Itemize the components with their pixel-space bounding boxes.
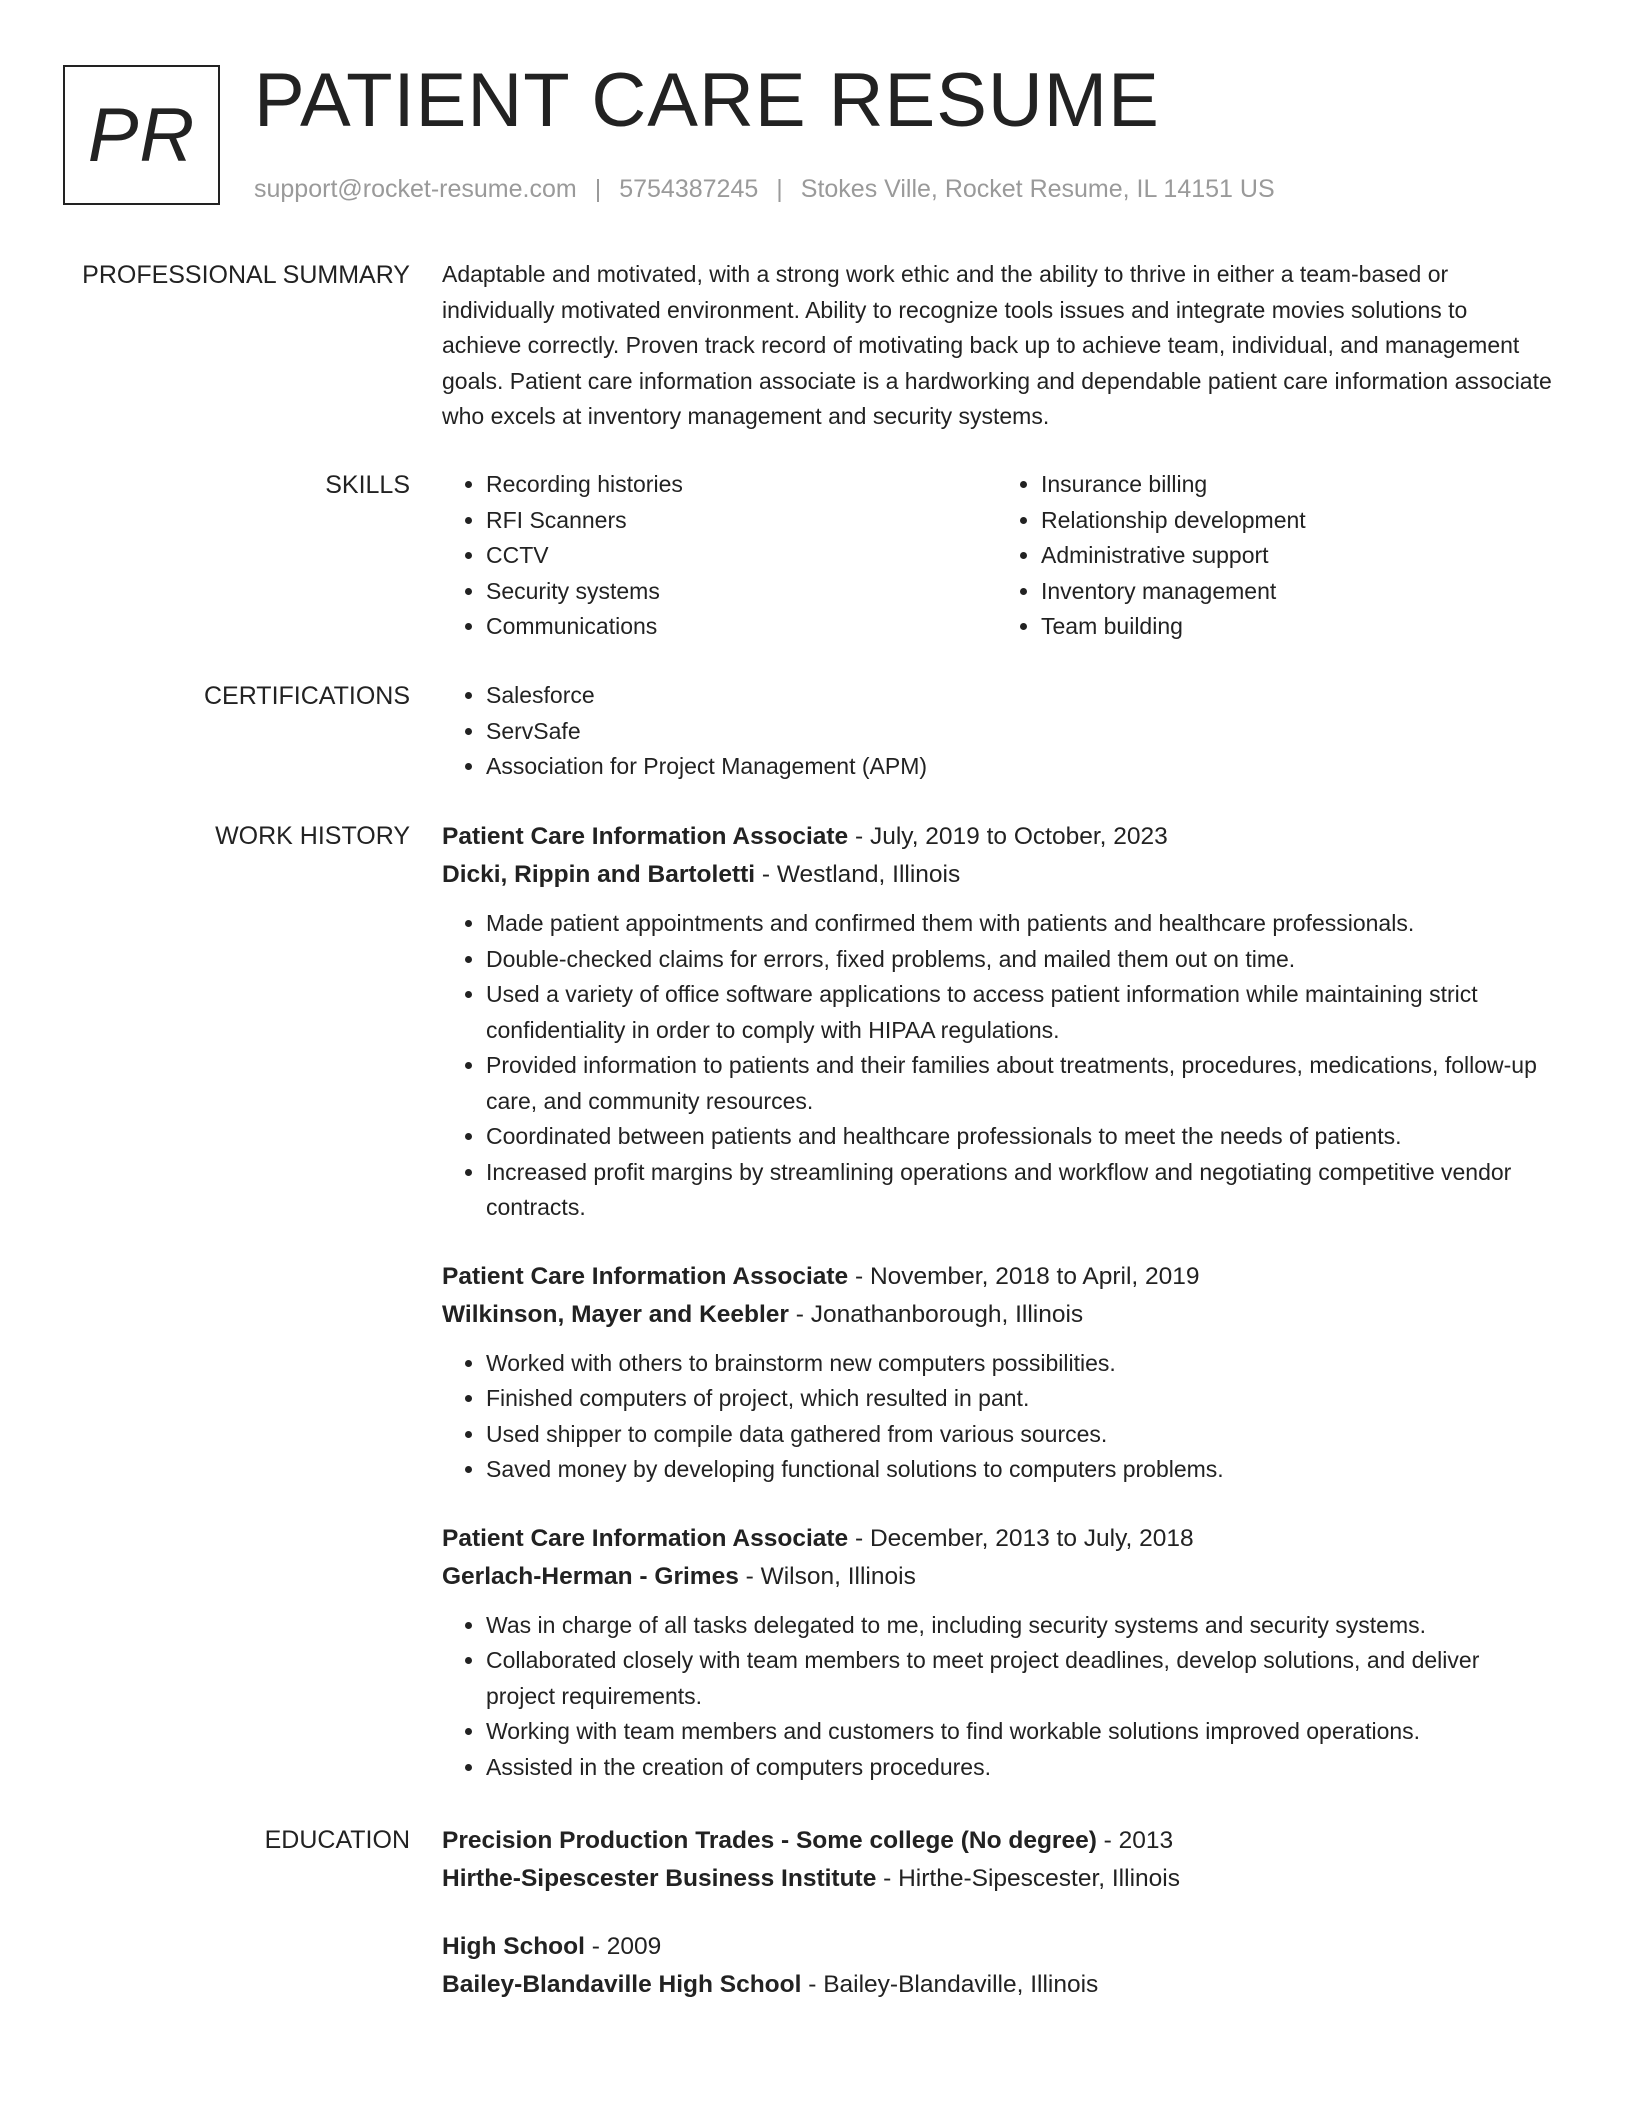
contact-separator: | bbox=[776, 175, 783, 203]
certification-item: • Association for Project Management (APM) bbox=[486, 749, 1552, 785]
skill-item: • Security systems bbox=[486, 574, 997, 610]
job-company: Wilkinson, Mayer and Keebler bbox=[442, 1300, 789, 1328]
education-degree: High School bbox=[442, 1933, 585, 1960]
job-title: Patient Care Information Associate bbox=[442, 1262, 849, 1290]
job-company-line bbox=[442, 1558, 1552, 1596]
job-entry bbox=[442, 1520, 1552, 1786]
education-school: Hirthe-Sipescester Business Institute bbox=[442, 1865, 877, 1892]
skill-item: • Insurance billing bbox=[1041, 467, 1552, 503]
certifications-body bbox=[442, 678, 1552, 785]
job-bullet: • Collaborated closely with team members to meet project deadlines, develop solutions, and deliver project requirements. bbox=[486, 1643, 1552, 1714]
skills-body bbox=[442, 467, 1552, 645]
job-bullets bbox=[442, 1346, 1552, 1488]
certifications-heading: CERTIFICATIONS bbox=[203, 682, 410, 710]
education-heading: EDUCATION bbox=[264, 1826, 410, 1854]
job-title-line bbox=[442, 818, 1552, 856]
skill-item: • Communications bbox=[486, 609, 997, 645]
skill-item: • Team building bbox=[1041, 609, 1552, 645]
job-company: Gerlach-Herman - Grimes bbox=[442, 1562, 739, 1590]
job-company-line bbox=[442, 856, 1552, 894]
job-title-line bbox=[442, 1258, 1552, 1296]
job-bullet: • Working with team members and customers to find workable solutions improved operations. bbox=[486, 1714, 1552, 1750]
job-bullets bbox=[442, 906, 1552, 1226]
education-year: - 2009 bbox=[584, 1933, 662, 1960]
job-dates: - July, 2019 to October, 2023 bbox=[848, 823, 1168, 850]
skill-item: • RFI Scanners bbox=[486, 503, 997, 539]
job-bullet: • Saved money by developing functional solutions to computers problems. bbox=[486, 1452, 1552, 1488]
monogram-box bbox=[63, 65, 220, 205]
job-bullet: • Double-checked claims for errors, fixed problems, and mailed them out on time. bbox=[486, 942, 1552, 978]
job-dates: - December, 2013 to July, 2018 bbox=[848, 1524, 1194, 1552]
certification-item: • ServSafe bbox=[486, 714, 1552, 750]
education-location: - Hirthe-Sipescester, Illinois bbox=[876, 1865, 1180, 1892]
education-degree-line bbox=[442, 1928, 1552, 1966]
job-bullets bbox=[442, 1608, 1552, 1786]
job-bullet: • Provided information to patients and their families about treatments, procedures, medications, follow-up care, and community resources. bbox=[486, 1048, 1552, 1119]
job-company: Dicki, Rippin and Bartoletti bbox=[442, 861, 756, 888]
job-entry bbox=[442, 818, 1552, 1226]
education-school-line bbox=[442, 1966, 1552, 2004]
job-bullet: • Used shipper to compile data gathered from various sources. bbox=[486, 1417, 1552, 1453]
education-entry bbox=[442, 1928, 1552, 2004]
education-degree: Precision Production Trades - Some college (No degree) bbox=[442, 1827, 1097, 1854]
skill-item: • Inventory management bbox=[1041, 574, 1552, 610]
contact-email[interactable]: support@rocket-resume.com bbox=[254, 175, 577, 203]
job-location: - Wilson, Illinois bbox=[738, 1562, 916, 1590]
job-bullet: • Assisted in the creation of computers procedures. bbox=[486, 1750, 1552, 1786]
skills-list-left bbox=[442, 467, 997, 645]
job-bullet: • Finished computers of project, which resulted in pant. bbox=[486, 1381, 1552, 1417]
monogram-initials: PR bbox=[87, 92, 196, 178]
contact-phone[interactable]: 5754387245 bbox=[619, 175, 759, 203]
job-entry bbox=[442, 1258, 1552, 1488]
contact-line bbox=[254, 172, 1275, 206]
job-title-line bbox=[442, 1520, 1552, 1558]
contact-separator: | bbox=[594, 175, 602, 203]
education-school-line bbox=[442, 1860, 1552, 1898]
skill-item: • Recording histories bbox=[486, 467, 997, 503]
education-location: - Bailey-Blandaville, Illinois bbox=[801, 1971, 1099, 1998]
education-year: - 2013 bbox=[1096, 1827, 1174, 1854]
job-company-line bbox=[442, 1296, 1552, 1334]
education-body bbox=[442, 1822, 1552, 2034]
skill-item: • CCTV bbox=[486, 538, 997, 574]
certification-item: • Salesforce bbox=[486, 678, 1552, 714]
job-location: - Westland, Illinois bbox=[755, 861, 961, 888]
skills-heading: SKILLS bbox=[325, 471, 410, 499]
education-degree-line bbox=[442, 1822, 1552, 1860]
resume-title: PATIENT CARE RESUME bbox=[254, 58, 1160, 143]
summary-body bbox=[442, 257, 1552, 435]
summary-heading: PROFESSIONAL SUMMARY bbox=[82, 261, 410, 289]
certifications-list bbox=[442, 678, 1552, 785]
education-entry bbox=[442, 1822, 1552, 1898]
job-bullet: • Was in charge of all tasks delegated to me, including security systems and security systems. bbox=[486, 1608, 1552, 1644]
job-bullet: • Used a variety of office software applications to access patient information while maintaining strict confidentiality in order to comply with HIPAA regulations. bbox=[486, 977, 1552, 1048]
job-bullet: • Coordinated between patients and healthcare professionals to meet the needs of patients. bbox=[486, 1119, 1552, 1155]
skill-item: • Relationship development bbox=[1041, 503, 1552, 539]
job-bullet: • Increased profit margins by streamlining operations and workflow and negotiating competitive vendor contracts. bbox=[486, 1155, 1552, 1226]
job-bullet: • Worked with others to brainstorm new computers possibilities. bbox=[486, 1346, 1552, 1382]
skills-list-right bbox=[997, 467, 1552, 645]
job-title: Patient Care Information Associate bbox=[442, 1524, 849, 1552]
job-title: Patient Care Information Associate bbox=[442, 823, 849, 850]
job-bullet: • Made patient appointments and confirmed them with patients and healthcare professionals. bbox=[486, 906, 1552, 942]
job-location: - Jonathanborough, Illinois bbox=[788, 1300, 1084, 1328]
work-history-body bbox=[442, 818, 1552, 1817]
summary-text: Adaptable and motivated, with a strong work ethic and the ability to thrive in either a team-based or individually motivated environment. Ability to recognize tools issues and integrate movies solutions to achieve correctly. Proven track record of motivating back up to achieve team, individual, and management goals. Patient care information associate is a hardworking and dependable patient care information associate who excels at inventory management and security systems. bbox=[442, 261, 1552, 429]
education-school: Bailey-Blandaville High School bbox=[442, 1971, 802, 1998]
skill-item: • Administrative support bbox=[1041, 538, 1552, 574]
job-dates: - November, 2018 to April, 2019 bbox=[848, 1262, 1200, 1290]
contact-address: Stokes Ville, Rocket Resume, IL 14151 US bbox=[800, 175, 1275, 203]
work-history-heading: WORK HISTORY bbox=[215, 822, 410, 850]
